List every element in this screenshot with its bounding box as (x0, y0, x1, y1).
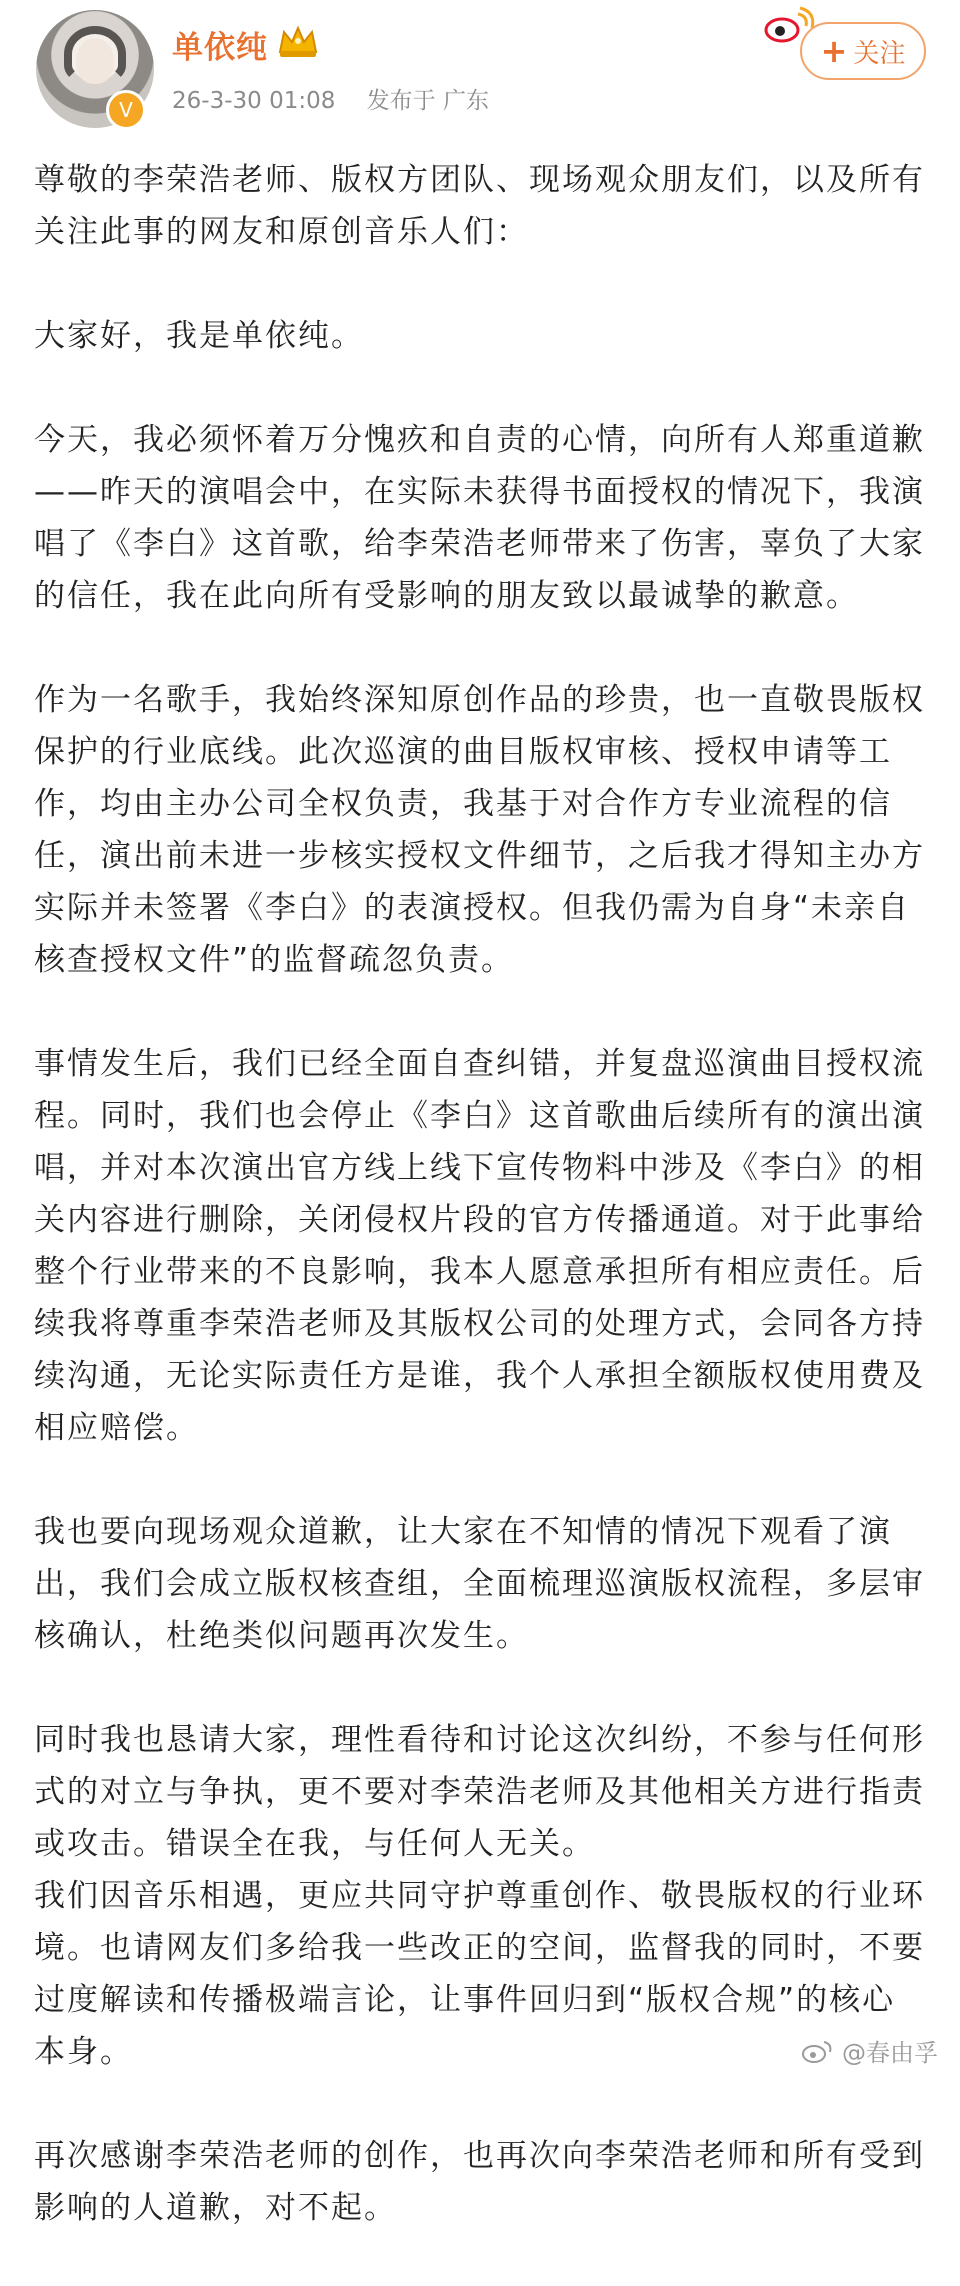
paragraph-explanation: 作为一名歌手，我始终深知原创作品的珍贵，也一直敬畏版权保护的行业底线。此次巡演的曲目版权审核、授权申请等工作，均由主办公司全权负责，我基于对合作方专业流程的信任，演出前未进一步核实授权文件细节，之后我才得知主办方实际并未签署《李白》的表演授权。但我仍需为自身“未亲自核查授权文件”的监督疏忽负责。 (34, 682, 925, 978)
post-header (0, 0, 960, 130)
plus-icon: + (820, 32, 848, 70)
paragraph-request: 同时我也恳请大家，理性看待和讨论这次纠纷，不参与任何形式的对立与争执，更不要对李荣浩老师及其他相关方进行指责或攻击。错误全在我，与任何人无关。 (34, 1722, 925, 1862)
follow-label: 关注 (853, 38, 906, 69)
follow-button[interactable] (800, 22, 926, 80)
post-location: 发布于 广东 (366, 88, 489, 114)
author-name[interactable]: 单依纯 (172, 30, 268, 66)
avatar-face (76, 38, 114, 84)
weibo-watermark-icon (800, 2038, 834, 2064)
verified-badge-icon: V (106, 90, 146, 130)
paragraph-industry: 我们因音乐相遇，更应共同守护尊重创作、敬畏版权的行业环境。也请网友们多给我一些改正的空间，监督我的同时，不要过度解读和传播极端言论，让事件回归到“版权合规”的核心本身。 (34, 1878, 925, 2070)
post-body (34, 154, 926, 2286)
paragraph-salutation: 尊敬的李荣浩老师、版权方团队、现场观众朋友们，以及所有关注此事的网友和原创音乐人们： (34, 162, 925, 250)
post-meta (172, 82, 513, 115)
watermark-text: @春由孚 (842, 2039, 938, 2067)
paragraph-audience-apology: 我也要向现场观众道歉，让大家在不知情的情况下观看了演出，我们会成立版权核查组，全面梳理巡演版权流程，多层审核确认，杜绝类似问题再次发生。 (34, 1514, 925, 1654)
paragraph-closing: 再次感谢李荣浩老师的创作，也再次向李荣浩老师和所有受到影响的人道歉，对不起。 (34, 2138, 925, 2226)
watermark (800, 2033, 938, 2068)
paragraph-greeting: 大家好，我是单依纯。 (34, 318, 364, 354)
post-date: 26-3-30 01:08 (172, 88, 336, 114)
paragraph-apology: 今天，我必须怀着万分愧疚和自责的心情，向所有人郑重道歉——昨天的演唱会中，在实际未获得书面授权的情况下，我演唱了《李白》这首歌，给李荣浩老师带来了伤害，辜负了大家的信任，我在此向所有受影响的朋友致以最诚挚的歉意。 (34, 422, 925, 614)
crown-icon (276, 24, 320, 60)
paragraph-actions: 事情发生后，我们已经全面自查纠错，并复盘巡演曲目授权流程。同时，我们也会停止《李白》这首歌曲后续所有的演出演唱，并对本次演出官方线上线下宣传物料中涉及《李白》的相关内容进行删除，关闭侵权片段的官方传播通道。对于此事给整个行业带来的不良影响，我本人愿意承担所有相应责任。后续我将尊重李荣浩老师及其版权公司的处理方式，会同各方持续沟通，无论实际责任方是谁，我个人承担全额版权使用费及相应赔偿。 (34, 1046, 925, 1446)
